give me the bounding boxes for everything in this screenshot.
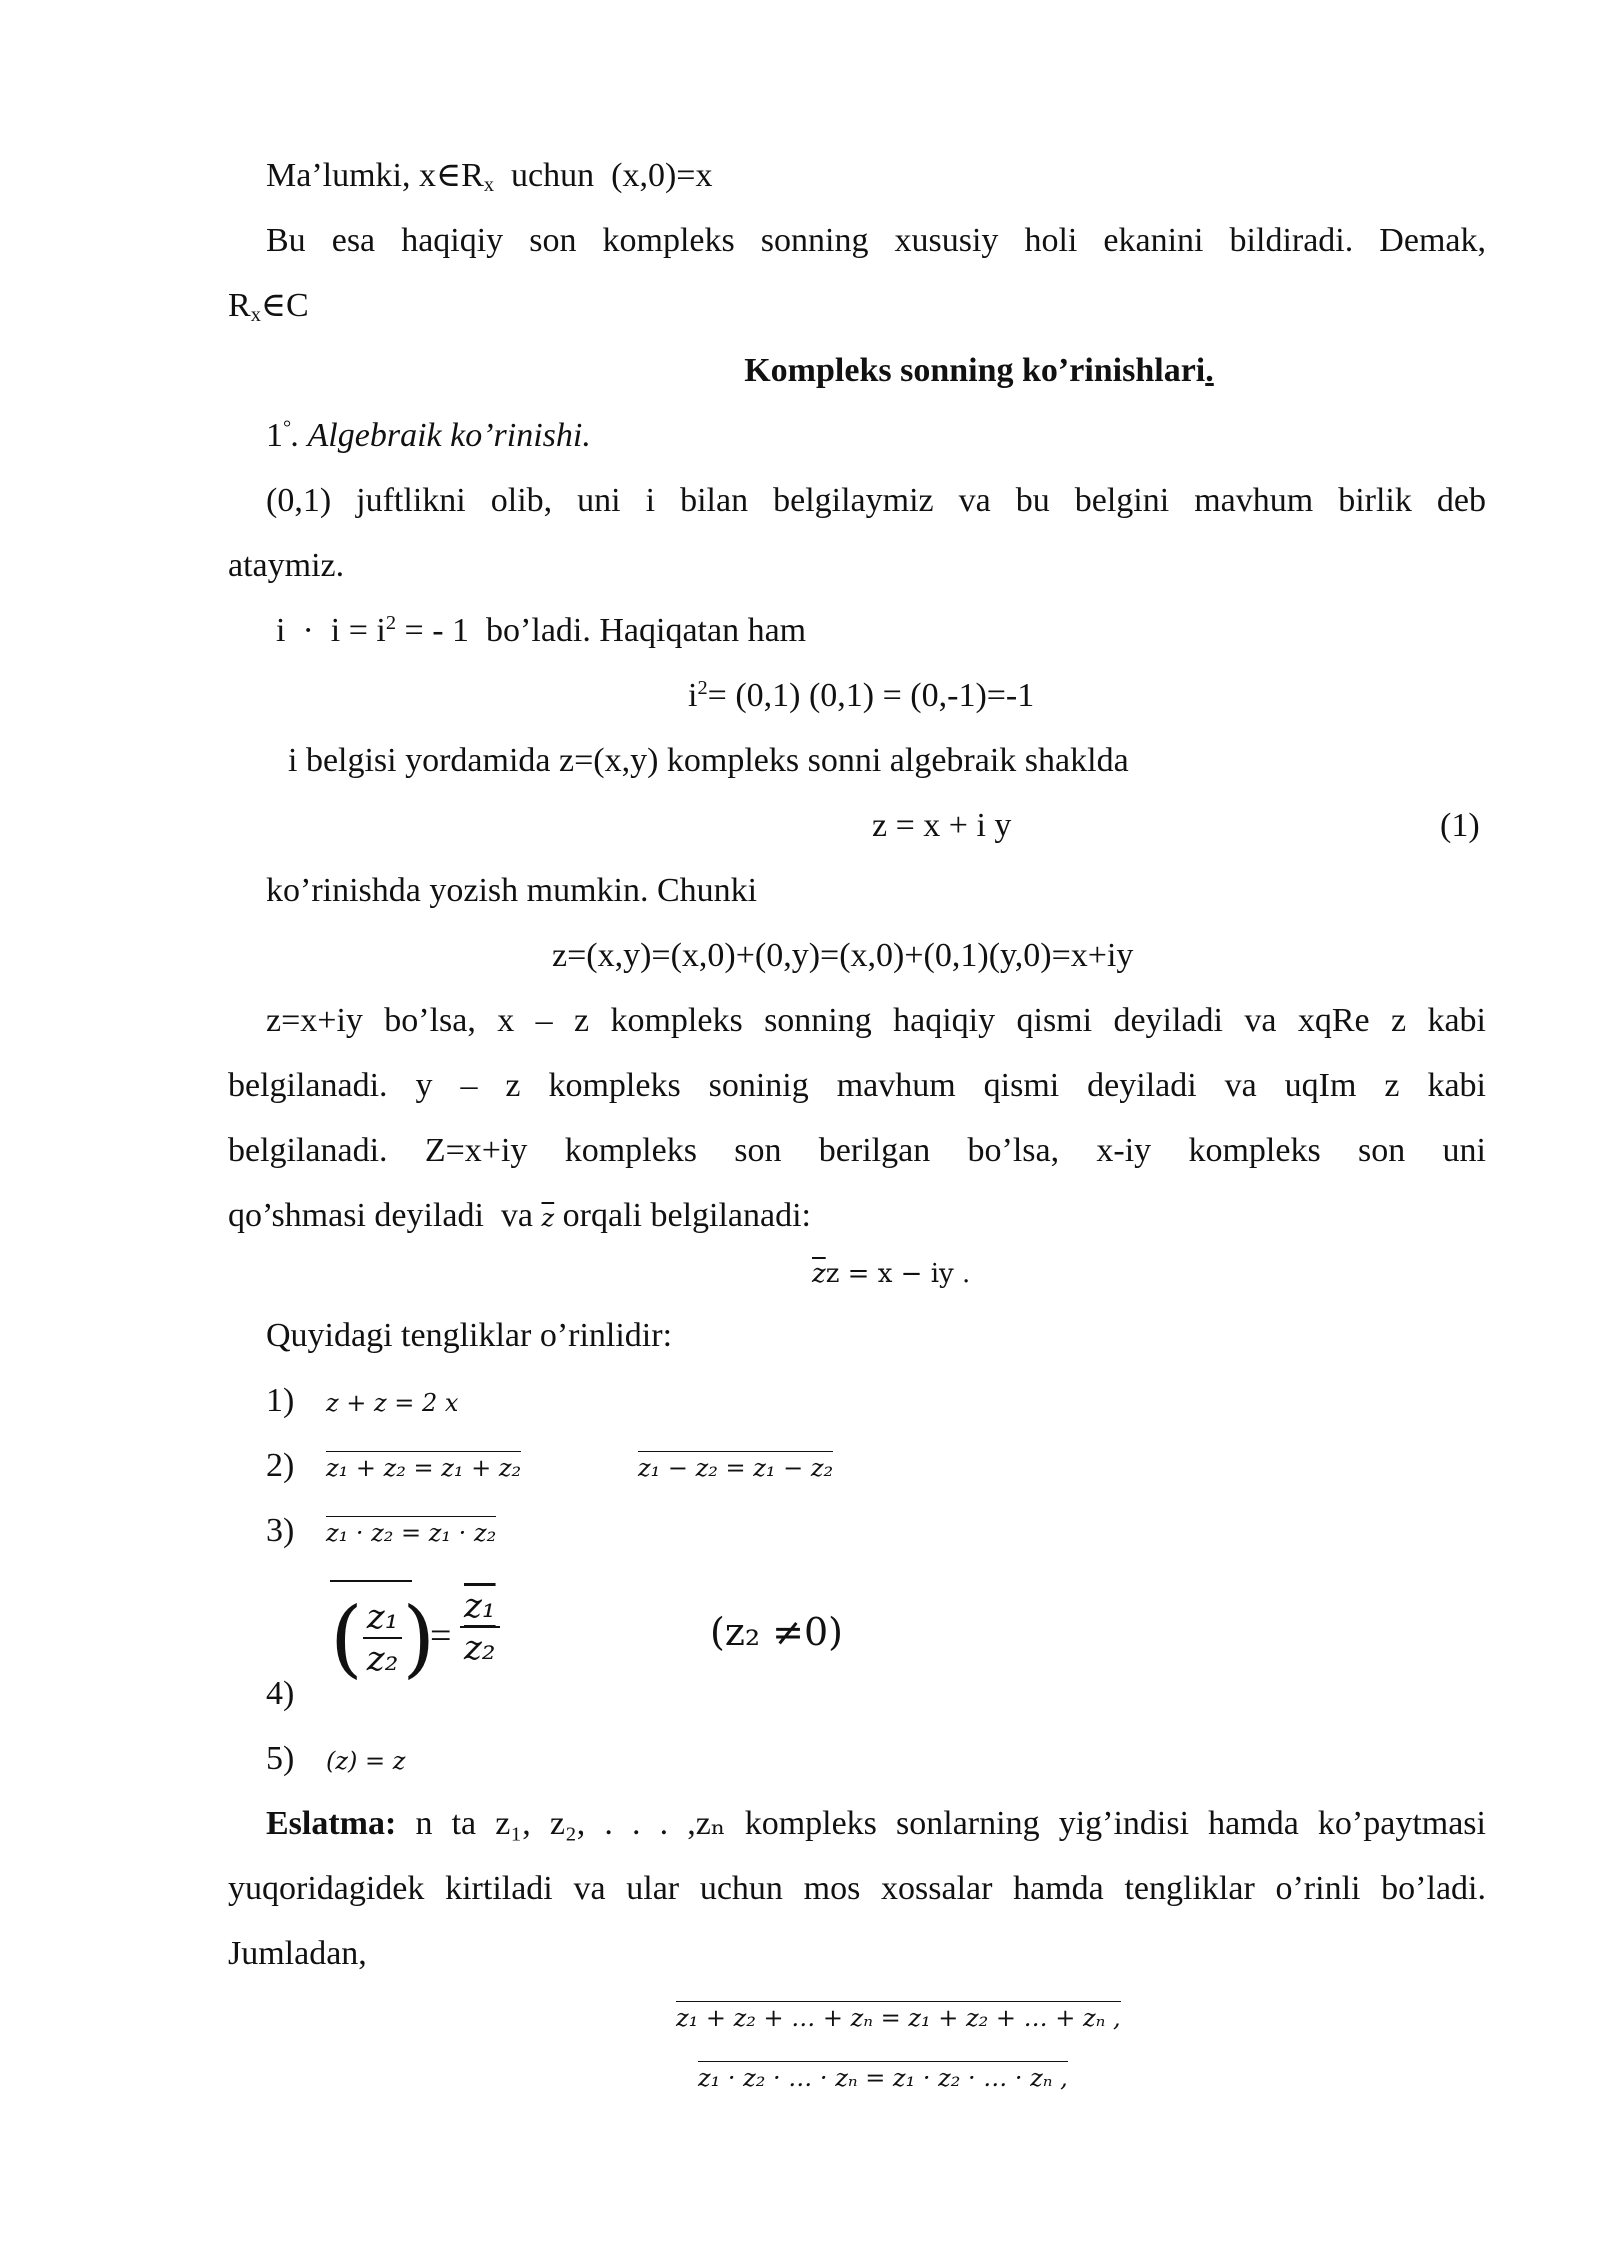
text-span: qo’shmasi deyiladi va xyxy=(228,1197,542,1234)
numerator: z₁ xyxy=(460,1586,500,1628)
property-2b xyxy=(638,1446,1600,1488)
note-text: n ta z₁, z₂, . . . ,zₙ kompleks sonlarning yig’indisi hamda ko’paytmasi xyxy=(396,1805,1486,1842)
text-line-17 xyxy=(228,1196,1486,1238)
superscript: 2 xyxy=(697,676,708,699)
text-line-19: Quyidagi tengliklar o’rinlidir: xyxy=(266,1317,673,1354)
property-1 xyxy=(326,1381,1584,1423)
text-span: orqali belgilanadi: xyxy=(554,1197,811,1234)
note-line-1 xyxy=(266,1804,1486,1844)
text-line-12: ko’rinishda yozish mumkin. Chunki xyxy=(266,872,758,909)
subscript: x xyxy=(250,304,261,327)
property-number-4: 4) xyxy=(266,1675,295,1712)
section-heading xyxy=(228,351,1600,391)
text-line-1 xyxy=(266,156,1486,196)
equals-sign: = xyxy=(430,1615,452,1657)
property-5 xyxy=(326,1739,1584,1781)
sum-conjugate-formula xyxy=(676,1996,1600,2038)
denominator: z₂ xyxy=(366,1639,399,1679)
subsection-title xyxy=(266,416,1486,456)
property-3 xyxy=(326,1511,1584,1553)
subscript: x xyxy=(483,174,495,197)
text-span: ∈C xyxy=(260,287,309,324)
property-formula: z₁ − z₂ = z₁ − z₂ xyxy=(638,1451,833,1482)
numerator: z₁ xyxy=(363,1597,403,1639)
text-span: i · i = i xyxy=(276,612,386,649)
degree-sign: ° xyxy=(283,416,292,439)
formula: z₁ · z₂ · … · zₙ = z₁ · z₂ · … · zₙ , xyxy=(698,2061,1068,2092)
property-4 xyxy=(330,1574,850,1704)
heading-dot: . xyxy=(1205,352,1214,389)
text-line-14: z=x+iy bo’lsa, x – z kompleks sonning haqiqiy qismi deyiladi va xqRe z kabi xyxy=(266,1002,1486,1039)
text-line-15: belgilanadi. y – z kompleks soninig mavhum qismi deyiladi va uqIm z kabi xyxy=(228,1067,1486,1104)
text-span: uchun (x,0)=x xyxy=(494,157,713,194)
heading-text: Kompleks sonning ko’rinishlari xyxy=(744,352,1206,389)
conjugate-definition xyxy=(812,1254,1600,1294)
equation-expansion: z=(x,y)=(x,0)+(0,y)=(x,0)+(0,1)(y,0)=x+iy xyxy=(552,937,1134,974)
property-number-1: 1) xyxy=(266,1382,295,1419)
text-span: = - 1 bo’ladi. Haqiqatan ham xyxy=(396,612,807,649)
fraction xyxy=(363,1597,403,1679)
property-formula: z₁ + z₂ = z₁ + z₂ xyxy=(326,1451,521,1482)
conjugate-z: $\overline{z}$ xyxy=(541,1204,555,1232)
fraction-lhs xyxy=(330,1588,435,1688)
equation-i-squared xyxy=(688,676,1600,716)
conj-z-symbol: $\overline{z}$ xyxy=(812,1259,826,1289)
text-line-7: ataymiz. xyxy=(228,547,345,584)
text-line-16: belgilanadi. Z=x+iy kompleks son berilgan bo’lsa, x-iy kompleks son uni xyxy=(228,1132,1486,1169)
text-span: = (0,1) (0,1) = (0,-1)=-1 xyxy=(707,677,1035,714)
text-span: R xyxy=(228,287,251,324)
note-label: Eslatma: xyxy=(266,1805,397,1842)
note-line-3: Jumladan, xyxy=(228,1935,367,1972)
product-conjugate-formula xyxy=(698,2056,1600,2098)
note-line-2: yuqoridagidek kirtiladi va ular uchun mos xossalar hamda tengliklar o’rinli bo’ladi. xyxy=(228,1870,1486,1907)
paren-right: ) xyxy=(402,1589,436,1687)
property-number-3: 3) xyxy=(266,1512,295,1549)
property-formula: (z) = z xyxy=(326,1747,406,1775)
subsection-title-text: . Algebraik ko’rinishi. xyxy=(291,417,591,454)
text-line-3 xyxy=(228,286,1486,326)
paren-left: ( xyxy=(330,1589,363,1687)
equation-number: (1) xyxy=(1440,807,1480,844)
property-formula: z + z = 2 x xyxy=(326,1389,459,1417)
text-span: Ma’lumki, x∈R xyxy=(266,157,484,194)
conjugate-bar xyxy=(330,1580,412,1582)
text-line-8 xyxy=(276,611,1534,651)
fraction-rhs xyxy=(460,1586,500,1668)
section-number: 1 xyxy=(266,417,283,454)
property-number-5: 5) xyxy=(266,1740,295,1777)
text-line-2: Bu esa haqiqiy son kompleks sonning xususiy holi ekanini bildiradi. Demak, xyxy=(266,222,1486,259)
denominator: z₂ xyxy=(464,1628,496,1668)
conj-equation: z = x − iy . xyxy=(825,1259,971,1289)
text-line-6: (0,1) juftlikni olib, uni i bilan belgilaymiz va bu belgini mavhum birlik deb xyxy=(266,482,1486,519)
property-number-2: 2) xyxy=(266,1447,295,1484)
text-line-10: i belgisi yordamida z=(x,y) kompleks sonni algebraik shaklda xyxy=(288,742,1129,779)
text-span: i xyxy=(688,677,698,714)
formula: z₁ + z₂ + … + zₙ = z₁ + z₂ + … + zₙ , xyxy=(676,2001,1121,2032)
fraction xyxy=(460,1586,500,1668)
superscript: 2 xyxy=(385,611,397,634)
equation-1: z = x + i y xyxy=(872,807,1012,844)
nonzero-condition: (z₂ ≠0) xyxy=(710,1610,843,1654)
property-formula: z₁ · z₂ = z₁ · z₂ xyxy=(326,1516,496,1547)
